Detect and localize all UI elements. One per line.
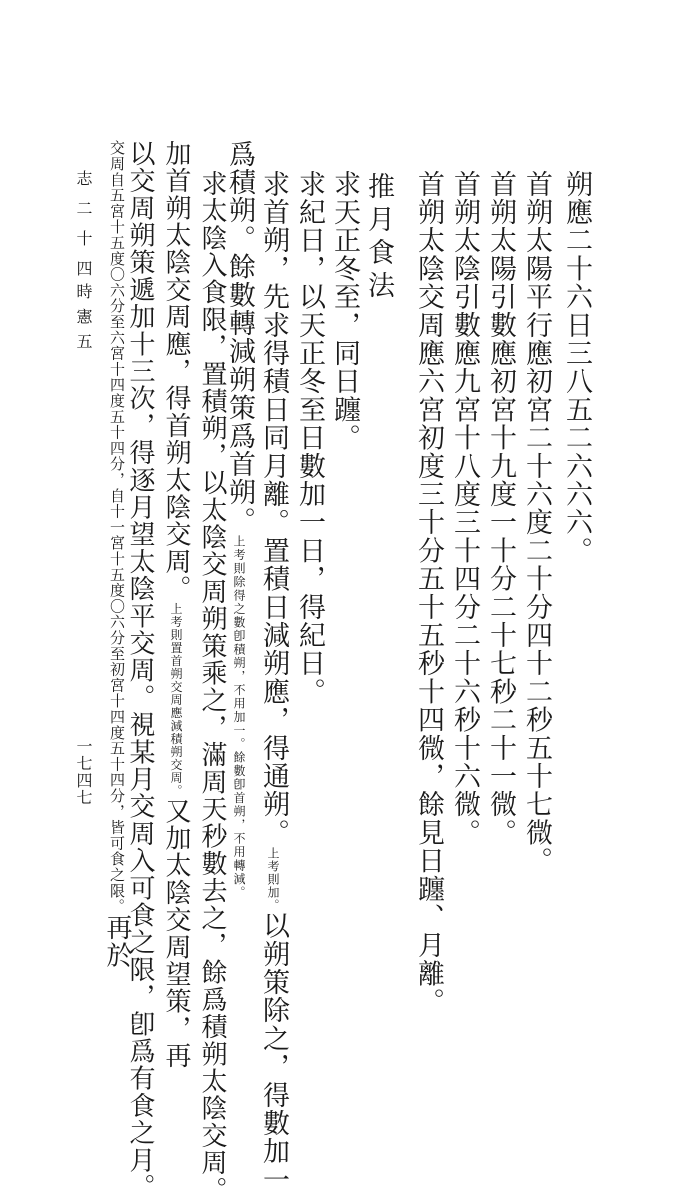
rule-shoushuo-1: [260, 170, 287, 1194]
rule-text: 求首朔，先求得積日同月離。置積日減朔應，得通朔。: [258, 170, 289, 847]
section-title: 推月食法: [363, 172, 394, 304]
running-header-section: 時憲五: [74, 283, 93, 358]
constant-sun-mean: 首朔太陽平行應初宮二十六度二十分四十二秒五十七微。: [521, 170, 552, 875]
rule-shixian-3: 以交周朔策遞加十三次，得逐月望太陰平交周。視某月交周入可食之限，卽爲有食之月。: [125, 140, 155, 1201]
rule-text: 再於: [102, 914, 132, 969]
annotation-note: 上考則加。: [266, 846, 280, 912]
constant-moon-anomaly: 首朔太陰引數應九宮十八度三十四分二十六秒十六微。: [449, 170, 480, 847]
rule-tianzheng: 求天正冬至，同日躔。: [329, 170, 360, 452]
rule-text: 又加太陰交周望策，再: [161, 797, 191, 1070]
running-header-volume: 志二十四: [74, 170, 93, 290]
constant-shuoying: 朔應二十六日三八五二六六六。: [561, 170, 592, 565]
rule-shixian-foot: [104, 140, 130, 969]
rule-text: 爲積朔。餘數轉減朔策爲首朔。: [224, 140, 255, 535]
rule-shixian-2: [163, 140, 189, 1069]
rule-text: 以朔策除之，得數加一: [258, 911, 289, 1194]
annotation-note: 上考則除得之數卽積朔，不用加一。餘數卽首朔，不用轉減。: [232, 534, 246, 900]
rule-shoushuo-2: [226, 140, 253, 899]
annotation-note: 上考則置首朔交周應減積朔交周。: [169, 602, 183, 798]
constant-sun-anomaly: 首朔太陽引數應初宮十九度一十分二十七秒二十一微。: [485, 170, 516, 847]
rule-text: 加首朔太陰交周應，得首朔太陰交周。: [161, 140, 191, 603]
rule-jiri: 求紀日，以天正冬至日數加一日，得紀日。: [294, 170, 325, 706]
annotation-note: 交周自五宮十五度〇六分至六宮十四度五十四分，自十一宮十五度〇六分至初宮十四度五十四分，皆可食之限。: [108, 140, 126, 915]
constant-moon-node: 首朔太陰交周應六宮初度三十分五十五秒十四微，餘見日躔、月離。: [413, 170, 444, 1016]
page-number: 一七四七: [74, 738, 93, 806]
rule-shixian-1: 求太陰入食限，置積朔，以太陰交周朔策乘之，滿周天秒數去之，餘爲積朔太陰交周。: [197, 170, 227, 1204]
